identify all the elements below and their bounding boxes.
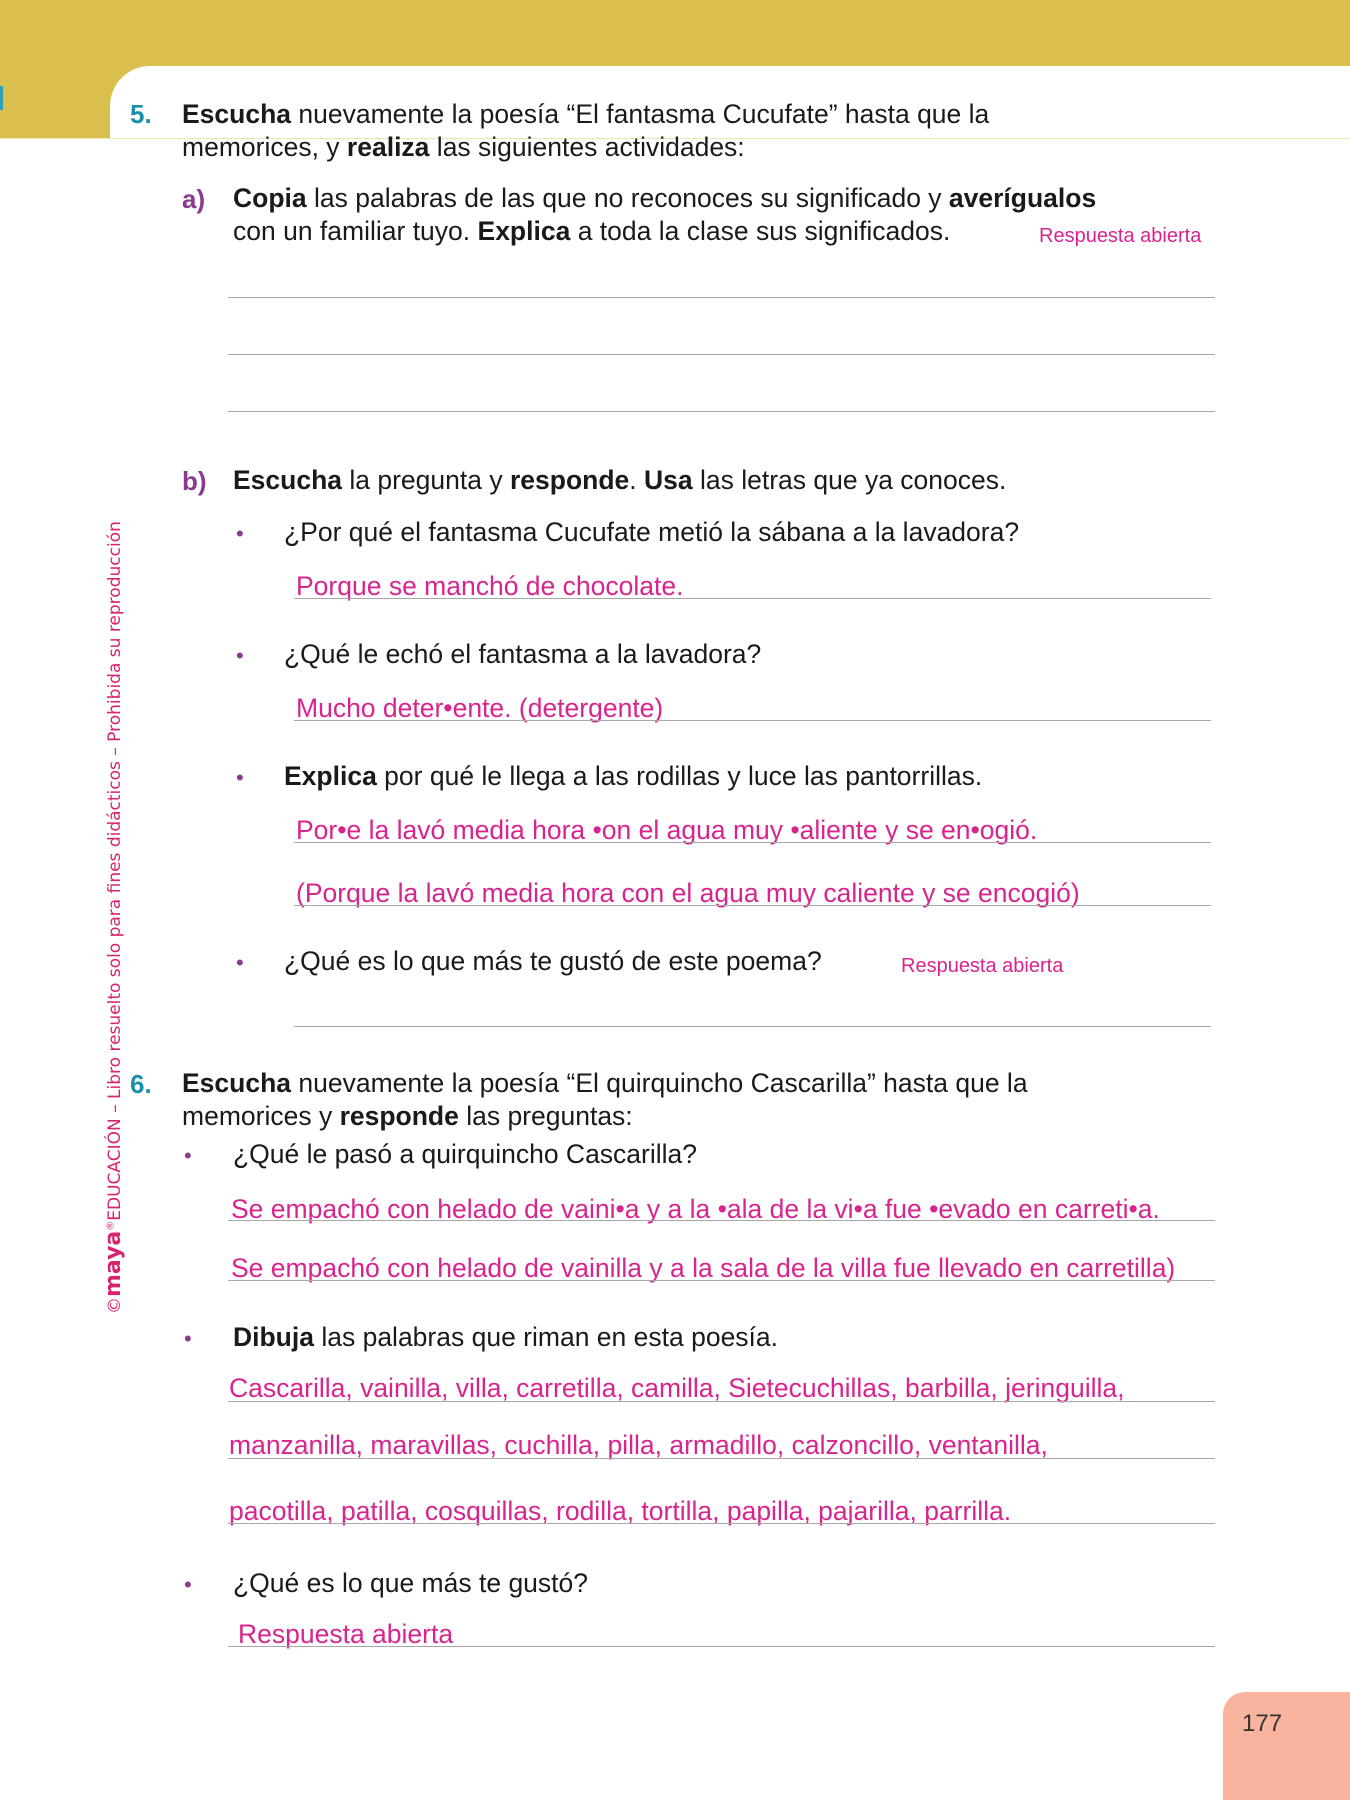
question-b2: ¿Qué le echó el fantasma a la lavadora? [284,639,762,669]
q5-keyword-realiza: realiza [346,132,430,162]
question-6-line-2: memorices y responde las preguntas: [182,1101,633,1131]
question-6-3: ¿Qué es lo que más te gustó? [233,1568,589,1598]
page-number-tab [1223,1692,1350,1800]
answer-b4-note: Respuesta abierta [901,955,1064,977]
answer-b3-line-1: Por•e la lavó media hora •on el agua muy •aliente y se en•ogió. [296,815,1038,845]
answer-b1: Porque se manchó de chocolate. [296,571,684,601]
answer-line[interactable] [228,1646,1215,1647]
answer-b3-line-2: (Porque la lavó media hora con el agua muy caliente y se encogió) [296,878,1080,908]
question-6-2: Dibuja las palabras que riman en esta poesía. [233,1322,779,1352]
item-a-answer-note: Respuesta abierta [1039,225,1202,247]
answer-line[interactable] [294,1026,1211,1027]
item-b-letter: b) [182,466,207,496]
answer-line[interactable] [294,720,1211,721]
item-a-line-2: con un familiar tuyo. Explica a toda la clase sus significados. [233,216,951,246]
answer-line[interactable] [228,1401,1215,1402]
question-b1: ¿Por qué el fantasma Cucufate metió la sábana a la lavadora? [284,517,1020,547]
registered-symbol: ® [105,1220,117,1231]
answer-6-1-line-1: Se empachó con helado de vaini•a y a la •ala de la vi•a fue •evado en carreti•a. [231,1194,1160,1224]
copyright-symbol: © [105,1297,125,1314]
question-6-number: 6. [130,1069,152,1099]
item-a-line-1: Copia las palabras de las que no reconoces su significado y averígualos [233,183,1097,213]
page-number: 177 [1242,1710,1283,1737]
question-5-line-1: Escucha nuevamente la poesía “El fantasma Cucufate” hasta que la [182,99,990,129]
answer-6-2-line-2: manzanilla, maravillas, cuchilla, pilla, armadillo, calzoncillo, ventanilla, [229,1430,1048,1460]
question-5-number: 5. [130,99,152,129]
answer-line[interactable] [228,297,1215,298]
copyright-text: EDUCACIÓN – Libro resuelto solo para fines didácticos – Prohibida su reproducción [105,521,125,1221]
bullet: • [184,1143,192,1168]
answer-line[interactable] [294,598,1211,599]
bullet: • [236,950,244,975]
bullet: • [184,1326,192,1351]
answer-6-1-line-2: Se empachó con helado de vainilla y a la sala de la villa fue llevado en carretilla) [231,1253,1176,1283]
answer-line[interactable] [294,905,1211,906]
answer-line[interactable] [294,842,1211,843]
answer-line[interactable] [228,1220,1215,1221]
question-b3: Explica por qué le llega a las rodillas y luce las pantorrillas. [284,761,983,791]
answer-line[interactable] [228,354,1215,355]
answer-line[interactable] [228,1280,1215,1281]
item-a-letter: a) [182,184,206,214]
answer-line[interactable] [228,1458,1215,1459]
bullet: • [236,643,244,668]
bullet: • [184,1572,192,1597]
bullet: • [236,765,244,790]
q5-keyword-escucha: Escucha [182,99,292,129]
copyright-sidebar [101,521,126,1314]
question-6-1: ¿Qué le pasó a quirquincho Cascarilla? [233,1139,698,1169]
question-5-line-2: memorices, y realiza las siguientes actividades: [182,132,745,162]
answer-line[interactable] [228,1523,1215,1524]
question-b4: ¿Qué es lo que más te gustó de este poema? [284,946,822,976]
bullet: • [236,521,244,546]
margin-marker [0,86,3,110]
answer-6-3: Respuesta abierta [238,1619,454,1649]
question-6-line-1: Escucha nuevamente la poesía “El quirquincho Cascarilla” hasta que la [182,1068,1028,1098]
brand-logo-text: maya [101,1230,126,1297]
answer-6-2-line-3: pacotilla, patilla, cosquillas, rodilla, tortilla, papilla, pajarilla, parrilla. [229,1496,1012,1526]
answer-b2: Mucho deter•ente. (detergente) [296,693,664,723]
item-b-instruction: Escucha la pregunta y responde. Usa las letras que ya conoces. [233,465,1007,495]
answer-6-2-line-1: Cascarilla, vainilla, villa, carretilla, camilla, Sietecuchillas, barbilla, jeringuilla, [229,1373,1125,1403]
answer-line[interactable] [228,411,1215,412]
